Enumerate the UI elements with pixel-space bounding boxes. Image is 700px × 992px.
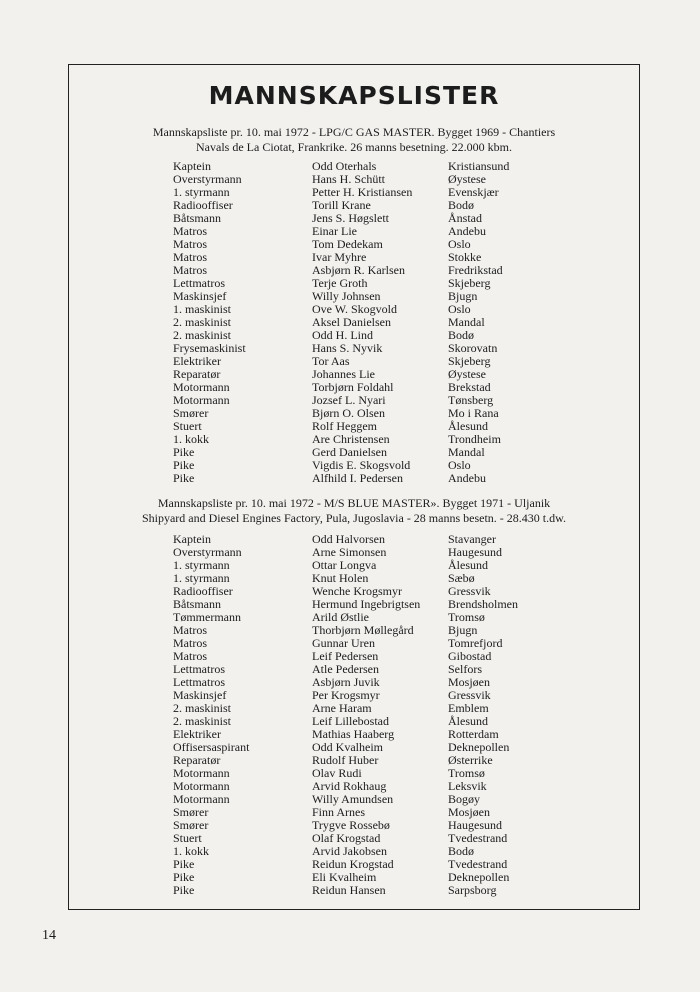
crew-position: Lettmatros xyxy=(173,276,225,290)
crew-position: Matros xyxy=(173,224,207,238)
crew-position: Matros xyxy=(173,649,207,663)
crew-position: Reparatør xyxy=(173,367,221,381)
crew-hometown: Bjugn xyxy=(448,623,478,637)
crew-name: Arvid Jakobsen xyxy=(312,844,387,858)
crew-hometown: Gressvik xyxy=(448,688,491,702)
crew-hometown: Skjeberg xyxy=(448,354,491,368)
crew-position: Pike xyxy=(173,870,195,884)
crew-hometown: Tønsberg xyxy=(448,393,494,407)
crew-name: Torbjørn Foldahl xyxy=(312,380,394,394)
crew-hometown: Kristiansund xyxy=(448,159,510,173)
crew-name: Olaf Krogstad xyxy=(312,831,381,845)
crew-position: Stuert xyxy=(173,831,202,845)
crew-hometown: Oslo xyxy=(448,237,471,251)
crew-position: Stuert xyxy=(173,419,202,433)
crew-hometown: Tvedestrand xyxy=(448,831,508,845)
crew-position: 1. kokk xyxy=(173,432,209,446)
crew-table-gas-master xyxy=(173,160,509,485)
crew-name: Ivar Myhre xyxy=(312,250,367,264)
crew-position: Matros xyxy=(173,263,207,277)
crew-position: Pike xyxy=(173,471,195,485)
list-intro-gas-master xyxy=(79,125,629,155)
crew-position: 2. maskinist xyxy=(173,315,232,329)
page-frame xyxy=(68,64,640,910)
crew-position: Motormann xyxy=(173,779,230,793)
crew-position: Overstyrmann xyxy=(173,172,242,186)
crew-hometown: Oslo xyxy=(448,302,471,316)
crew-position: Matros xyxy=(173,623,207,637)
crew-hometown: Rotterdam xyxy=(448,727,499,741)
crew-position: Lettmatros xyxy=(173,675,225,689)
crew-hometown: Mandal xyxy=(448,445,485,459)
crew-position: Elektriker xyxy=(173,727,221,741)
crew-hometown: Emblem xyxy=(448,701,489,715)
crew-hometown: Skjeberg xyxy=(448,276,491,290)
crew-position: Matros xyxy=(173,237,207,251)
crew-name: Hermund Ingebrigtsen xyxy=(312,597,421,611)
crew-position: Maskinsjef xyxy=(173,289,227,303)
crew-hometown: Bogøy xyxy=(448,792,481,806)
crew-name: Trygve Rossebø xyxy=(312,818,390,832)
crew-hometown: Ånstad xyxy=(448,211,482,225)
crew-position: Frysemaskinist xyxy=(173,341,246,355)
crew-name: Arne Simonsen xyxy=(312,545,387,559)
crew-position: Båtsmann xyxy=(173,597,221,611)
crew-name: Arvid Rokhaug xyxy=(312,779,387,793)
crew-position: 2. maskinist xyxy=(173,328,232,342)
crew-position: Kaptein xyxy=(173,532,211,546)
crew-hometown: Tromsø xyxy=(448,610,485,624)
crew-position: Båtsmann xyxy=(173,211,221,225)
crew-name: Atle Pedersen xyxy=(312,662,379,676)
crew-hometown: Brendsholmen xyxy=(448,597,518,611)
crew-position: Motormann xyxy=(173,380,230,394)
crew-position: Motormann xyxy=(173,792,230,806)
crew-name: Eli Kvalheim xyxy=(312,870,377,884)
crew-name: Jens S. Høgslett xyxy=(312,211,390,225)
crew-name: Aksel Danielsen xyxy=(312,315,391,329)
crew-hometown: Stavanger xyxy=(448,532,496,546)
crew-position: 1. styrmann xyxy=(173,558,230,572)
crew-name: Reidun Hansen xyxy=(312,883,386,897)
crew-table-blue-master xyxy=(173,533,518,897)
crew-name: Hans H. Schütt xyxy=(312,172,385,186)
crew-name: Odd H. Lind xyxy=(312,328,373,342)
crew-hometown: Ålesund xyxy=(448,558,488,572)
crew-position: 2. maskinist xyxy=(173,714,232,728)
crew-hometown: Haugesund xyxy=(448,818,502,832)
list-intro-blue-master xyxy=(79,496,629,526)
crew-hometown: Andebu xyxy=(448,224,486,238)
crew-hometown: Evenskjær xyxy=(448,185,499,199)
crew-hometown: Tromsø xyxy=(448,766,485,780)
crew-hometown: Ålesund xyxy=(448,419,488,433)
crew-position: Matros xyxy=(173,250,207,264)
crew-position: Pike xyxy=(173,883,195,897)
crew-position: 1. maskinist xyxy=(173,302,232,316)
crew-name: Arild Østlie xyxy=(312,610,369,624)
crew-name: Johannes Lie xyxy=(312,367,375,381)
crew-position: Smører xyxy=(173,406,209,420)
crew-name: Alfhild I. Pedersen xyxy=(312,471,403,485)
crew-name: Asbjørn Juvik xyxy=(312,675,380,689)
crew-hometown: Oslo xyxy=(448,458,471,472)
crew-name: Terje Groth xyxy=(312,276,368,290)
crew-name: Tor Aas xyxy=(312,354,350,368)
crew-hometown: Selfors xyxy=(448,662,482,676)
crew-name: Bjørn O. Olsen xyxy=(312,406,385,420)
crew-hometown: Bjugn xyxy=(448,289,478,303)
crew-hometown: Bodø xyxy=(448,844,475,858)
crew-position: Motormann xyxy=(173,766,230,780)
crew-name: Gerd Danielsen xyxy=(312,445,387,459)
crew-row xyxy=(173,884,518,897)
crew-name: Jozsef L. Nyari xyxy=(312,393,386,407)
crew-hometown: Andebu xyxy=(448,471,486,485)
crew-name: Are Christensen xyxy=(312,432,390,446)
crew-name: Rudolf Huber xyxy=(312,753,379,767)
crew-position: Lettmatros xyxy=(173,662,225,676)
crew-name: Willy Johnsen xyxy=(312,289,381,303)
crew-hometown: Brekstad xyxy=(448,380,491,394)
crew-hometown: Deknepollen xyxy=(448,870,510,884)
crew-hometown: Leksvik xyxy=(448,779,487,793)
crew-hometown: Østerrike xyxy=(448,753,493,767)
crew-name: Hans S. Nyvik xyxy=(312,341,383,355)
crew-hometown: Øystese xyxy=(448,172,486,186)
crew-position: Matros xyxy=(173,636,207,650)
crew-hometown: Gressvik xyxy=(448,584,491,598)
crew-hometown: Haugesund xyxy=(448,545,502,559)
intro-line: Navals de La Ciotat, Frankrike. 26 manns besetning. 22.000 kbm. xyxy=(196,140,512,154)
crew-name: Knut Holen xyxy=(312,571,369,585)
intro-line: Shipyard and Diesel Engines Factory, Pula, Jugoslavia - 28 manns besetn. - 28.430 t.dw. xyxy=(141,511,567,525)
crew-hometown: Øystese xyxy=(448,367,486,381)
crew-name: Olav Rudi xyxy=(312,766,362,780)
crew-name: Leif Pedersen xyxy=(312,649,379,663)
crew-hometown: Fredrikstad xyxy=(448,263,503,277)
crew-hometown: Bodø xyxy=(448,328,475,342)
crew-name: Arne Haram xyxy=(312,701,372,715)
crew-position: Motormann xyxy=(173,393,230,407)
crew-hometown: Gibostad xyxy=(448,649,492,663)
intro-line: Mannskapsliste pr. 10. mai 1972 - M/S BLUE MASTER». Bygget 1971 - Uljanik xyxy=(157,496,551,510)
crew-name: Ove W. Skogvold xyxy=(312,302,398,316)
crew-position: Radiooffiser xyxy=(173,584,233,598)
crew-name: Torill Krane xyxy=(312,198,371,212)
crew-name: Petter H. Kristiansen xyxy=(312,185,413,199)
crew-name: Finn Arnes xyxy=(312,805,366,819)
crew-name: Tom Dedekam xyxy=(312,237,383,251)
crew-hometown: Mandal xyxy=(448,315,485,329)
crew-position: Radiooffiser xyxy=(173,198,233,212)
crew-name: Mathias Haaberg xyxy=(312,727,395,741)
crew-name: Odd Oterhals xyxy=(312,159,377,173)
crew-position: Pike xyxy=(173,857,195,871)
crew-hometown: Deknepollen xyxy=(448,740,510,754)
crew-hometown: Trondheim xyxy=(448,432,501,446)
crew-position: Tømmermann xyxy=(173,610,241,624)
crew-hometown: Skorovatn xyxy=(448,341,498,355)
crew-name: Odd Kvalheim xyxy=(312,740,383,754)
crew-position: 1. styrmann xyxy=(173,571,230,585)
crew-hometown: Mosjøen xyxy=(448,805,490,819)
crew-row xyxy=(173,472,509,485)
crew-position: 1. styrmann xyxy=(173,185,230,199)
crew-name: Per Krogsmyr xyxy=(312,688,380,702)
crew-name: Wenche Krogsmyr xyxy=(312,584,403,598)
crew-hometown: Stokke xyxy=(448,250,482,264)
crew-position: 2. maskinist xyxy=(173,701,232,715)
crew-name: Thorbjørn Møllegård xyxy=(312,623,414,637)
crew-name: Gunnar Uren xyxy=(312,636,375,650)
crew-name: Vigdis E. Skogsvold xyxy=(312,458,411,472)
page-title: MANNSKAPSLISTER xyxy=(208,81,500,110)
crew-position: Overstyrmann xyxy=(173,545,242,559)
crew-position: Smører xyxy=(173,805,209,819)
crew-name: Rolf Heggem xyxy=(312,419,377,433)
crew-position: Reparatør xyxy=(173,753,221,767)
crew-name: Leif Lillebostad xyxy=(312,714,389,728)
crew-name: Ottar Longva xyxy=(312,558,377,572)
crew-position: 1. kokk xyxy=(173,844,209,858)
crew-position: Kaptein xyxy=(173,159,211,173)
crew-position: Maskinsjef xyxy=(173,688,227,702)
intro-line: Mannskapsliste pr. 10. mai 1972 - LPG/C GAS MASTER. Bygget 1969 - Chantiers xyxy=(152,125,556,139)
crew-hometown: Mo i Rana xyxy=(448,406,499,420)
crew-name: Asbjørn R. Karlsen xyxy=(312,263,405,277)
crew-name: Willy Amundsen xyxy=(312,792,394,806)
crew-hometown: Sarpsborg xyxy=(448,883,497,897)
crew-hometown: Tomrefjord xyxy=(448,636,503,650)
crew-hometown: Tvedestrand xyxy=(448,857,508,871)
crew-position: Smører xyxy=(173,818,209,832)
crew-position: Pike xyxy=(173,445,195,459)
crew-position: Elektriker xyxy=(173,354,221,368)
crew-name: Reidun Krogstad xyxy=(312,857,394,871)
crew-name: Odd Halvorsen xyxy=(312,532,385,546)
crew-hometown: Mosjøen xyxy=(448,675,490,689)
page-number: 14 xyxy=(42,928,56,943)
crew-name: Einar Lie xyxy=(312,224,357,238)
crew-hometown: Bodø xyxy=(448,198,475,212)
crew-position: Offisersaspirant xyxy=(173,740,250,754)
crew-hometown: Ålesund xyxy=(448,714,488,728)
crew-position: Pike xyxy=(173,458,195,472)
crew-hometown: Sæbø xyxy=(448,571,475,585)
